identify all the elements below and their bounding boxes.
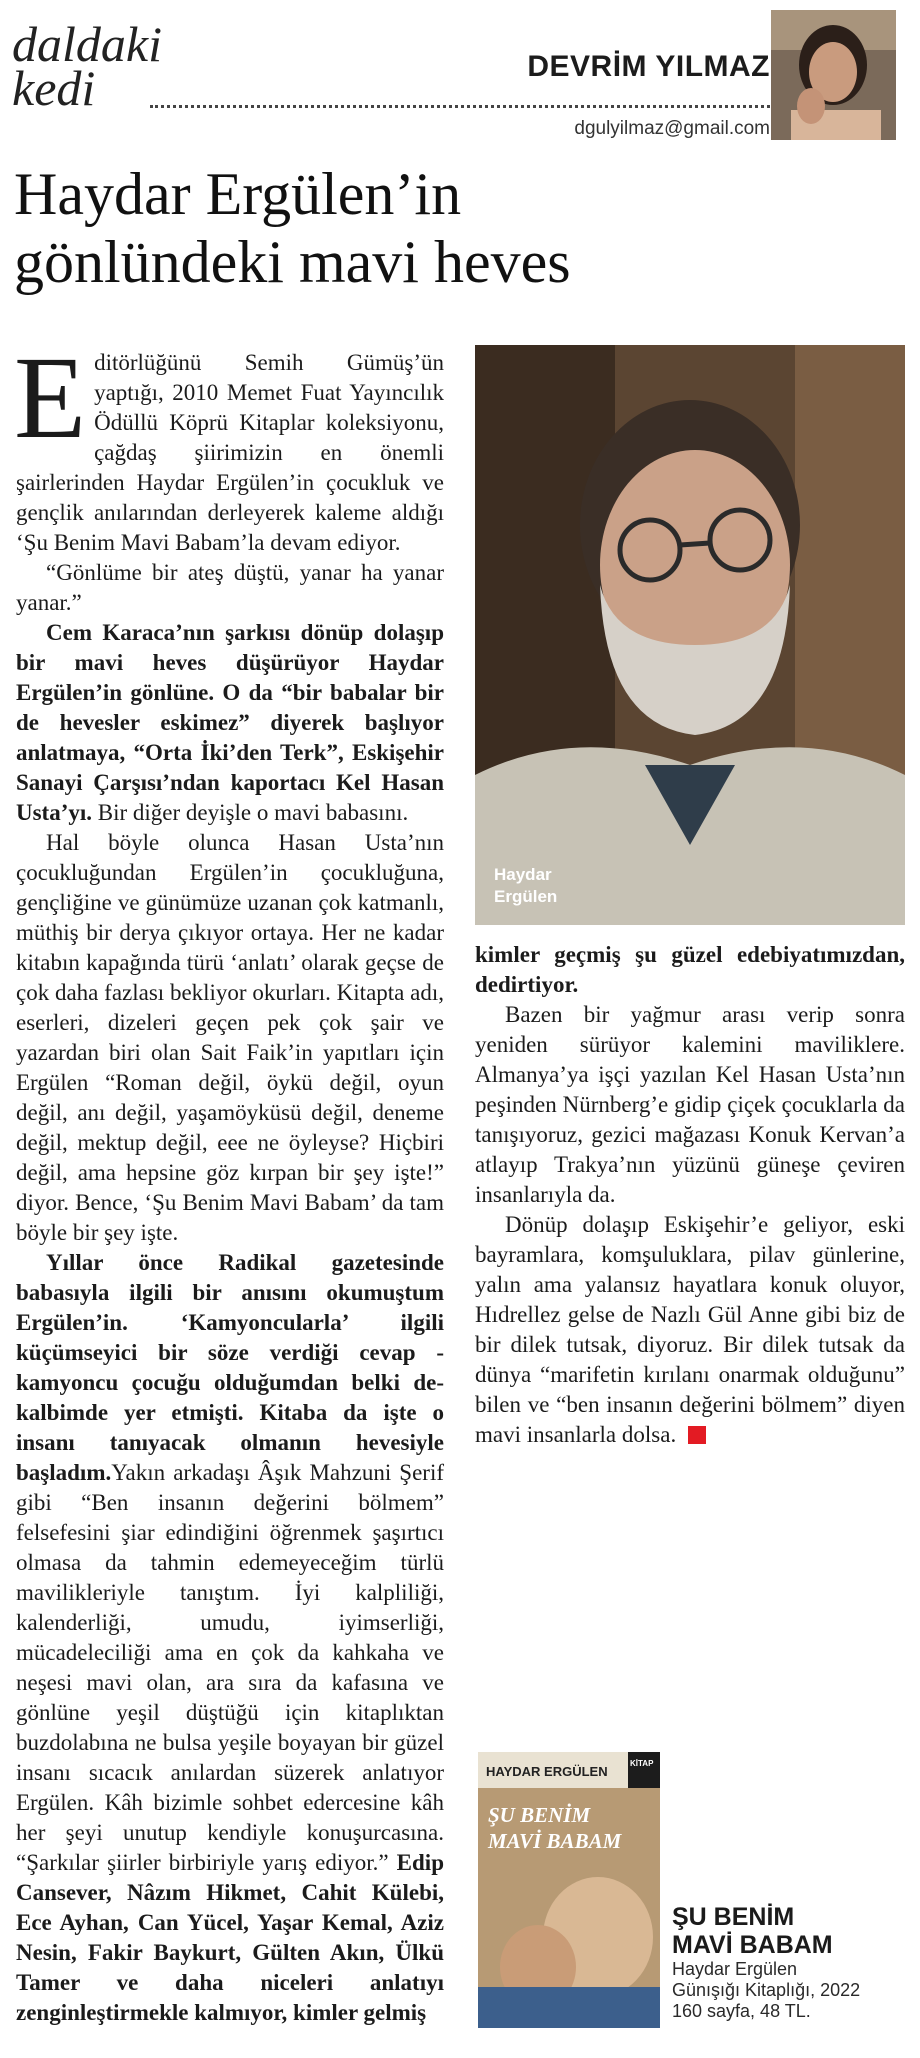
cover-author: HAYDAR ERGÜLEN [486,1764,608,1779]
paragraph-5-text: Yakın arkadaşı Âşık Mahzuni Şerif gibi “Ben insanın değerini bölmem” felsefesini şiar edindiğini öğrenmek şaşırtıcı olmasa da tahmin edemeyeceğim türlü mavilikleriyle tanıştım. İyi kalpliliği, kalenderliği, umudu, iyimserliği, mücadeleciliği ama en çok da kahkaha ve neşesi mavi olan, ara sıra da kafasına ve gönlüne yeşil düştüğü için kitaplıktan buzdolabına ne bulsa yeşile boyayan bir güzel insanı sıcacık anılardan süzerek anlatıyor Ergülen. Kâh bizimle sohbet edercesine kâh her şeyi unutup kendiyle konuşurcasına. “Şarkılar şiirler birbiriyle yarış ediyor.” [16,1460,444,1875]
paragraph-5 [16,1248,444,2028]
paragraph-5-bold: Yıllar önce Radikal gazetesinde babasıyla ilgili bir anısını okumuştum Ergülen’in. ‘Kamyoncularla’ ilgili küçümseyici bir söze verdiği cevap -kamyoncu çocuğu olduğumdan belki de- kalbimde yer etmişti. Kitaba da işte o insanı tanıyacak olmanın hevesiyle başladım. [16,1250,444,1485]
paragraph-3 [16,618,444,828]
paragraph-6: Bazen bir yağmur arası verip sonra yeniden sürüyor kalemini maviliklere. Almanya’ya işçi yazılan Kel Hasan Usta’nın peşinden Nürnberg’e gidip çiçek çocuklarla da tanışıyoruz, gezici mağazası Konuk Kervan’a atlayıp Trakya’nın yüzünü güneşe çeviren insanlarıyla da. [475,1002,905,1207]
article-column-1 [14,332,444,2028]
publisher-logo: KİTAP [630,1759,654,1768]
book-title-line-2: MAVİ BABAM [672,1931,833,1959]
paragraph-3-bold: Cem Karaca’nın şarkısı dönüp dolaşıp bir mavi heves düşürüyor Haydar Ergülen’in gönlüne. O da “bir babalar bir de hevesler eskimez” diyerek başlıyor anlatmaya, “Orta İki’den Terk”, Eskişehir Sanayi Çarşısı’ndan kaportacı Kel Hasan Usta’yı. [16,620,444,825]
paragraph-4: Hal böyle olunca Hasan Usta’nın çocukluğundan Ergülen’in çocukluğuna, gençliğine ve günümüze uzanan çok katmanlı, müthiş bir derya çıkıyor ortaya. Her ne kadar kitabın kapağında türü ‘anlatı’ olarak geçse de çok daha fazlası bekliyor okurları. Kitapta adı, eserleri, dizeleri geçen pek çok şair ve yazardan biri olan Sait Faik’in yapıtları için Ergülen “Roman değil, öykü değil, oyun değil, anı değil, yaşamöyküsü değil, deneme değil, mektup değil, eee ne öyleyse? Hiçbiri değil, ama hepsine göz kırpan bir şey işte!” diyor. Bence, ‘Şu Benim Mavi Babam’ da tam böyle bir şey işte. [16,830,444,1245]
book-details: 160 sayfa, 48 TL. [672,2001,811,2021]
photo-caption-line-1: Haydar [494,865,552,884]
paragraph-7 [475,1210,905,1450]
red-square-icon [688,1426,706,1444]
book-title-line-1: ŞU BENİM [672,1903,795,1931]
book-author: Haydar Ergülen [672,1959,798,1979]
column-title-line-1: daldaki [12,16,162,72]
paragraph-3-text: Bir diğer deyişle o mavi babasını. [92,800,409,825]
column-title [12,16,162,116]
author-name: DEVRİM YILMAZ [527,50,770,83]
book-cover [478,1752,660,2028]
book-publisher: Günışığı Kitaplığı, 2022 [672,1980,861,2000]
author-portrait [771,10,896,140]
paragraph-7-text: Dönüp dolaşıp Eskişehir’e geliyor, eski bayramlara, komşuluklara, pilav günlerine, yalın ama yalansız hayatlara konuk oluyor, Hıdrellez gelse de Nazlı Gül Anne gibi biz de bir dilek tutsak, diyoruz. Bir dilek tutsak da dünya “marifetin kırılanı onarmak olduğunu” bilen ve “ben insanın değerini bölmem” diyen mavi insanlarla dolsa. [475,1212,905,1447]
paragraph-5-continued [475,940,905,1000]
author-email[interactable]: dgulyilmaz@gmail.com [574,118,770,139]
paragraph-5-bold-names: kimler geçmiş şu güzel edebiyatımızdan, dedirtiyor. [475,942,905,997]
book-info [672,1903,860,2022]
paragraph-1 [14,332,444,558]
paragraph-2: “Gönlüme bir ateş düştü, yanar ha yanar yanar.” [16,560,444,615]
paragraph-5-bold-names: Edip Cansever, Nâzım Hikmet, Cahit Külebi, Ece Ayhan, Can Yücel, Yaşar Kemal, Aziz Nesin, Fakir Baykurt, Gülten Akın, Ülkü Tamer ve daha niceleri anlatıyı zenginleştirmekle kalmıyor, kimler gelmiş [16,1850,444,2025]
drop-cap: E [14,332,87,463]
main-photo [475,345,905,925]
cover-title-line-1: ŞU BENİM [488,1803,591,1827]
paragraph-1-text: ditörlüğünü Semih Gümüş’ün yaptığı, 2010 Memet Fuat Yayıncılık Ödüllü Köprü Kitaplar koleksiyonu, çağdaş şiirimizin en önemli şairlerinden Haydar Ergülen’in çocukluk ve gençlik anılarından derleyerek kaleme aldığı ‘Şu Benim Mavi Babam’la devam ediyor. [16,350,444,555]
headline-line-2: gönlündeki mavi heves [14,229,571,295]
headline [14,160,571,296]
header-dotted-divider [150,105,770,108]
cover-title-line-2: MAVİ BABAM [488,1829,622,1853]
column-title-line-2: kedi [12,60,96,116]
photo-caption-line-2: Ergülen [494,887,558,906]
article-column-2 [475,940,905,1450]
headline-line-1: Haydar Ergülen’in [14,161,462,227]
photo-caption [494,864,557,908]
